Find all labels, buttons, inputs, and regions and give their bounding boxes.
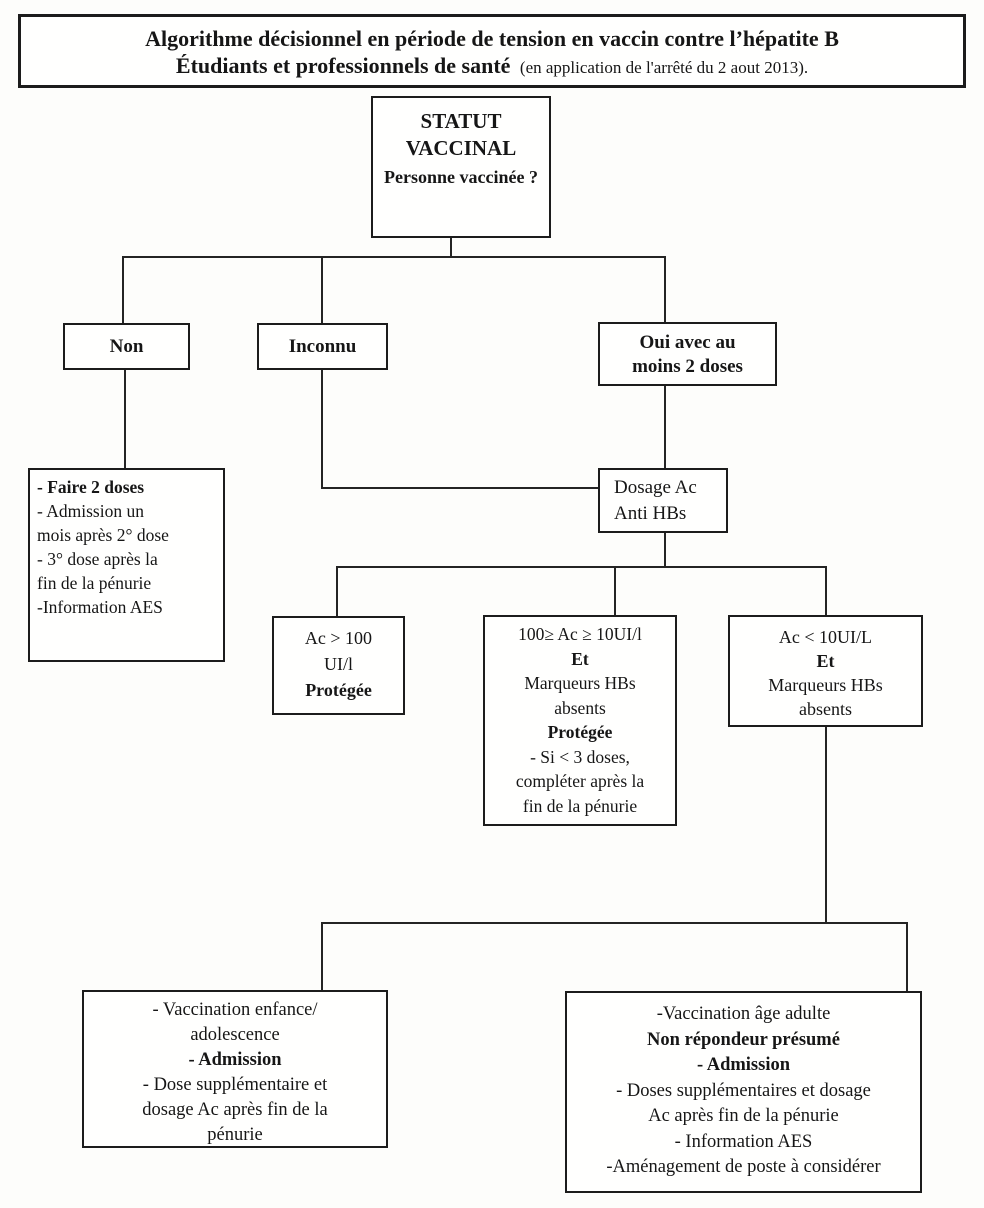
connector-level1-bar — [122, 256, 666, 258]
connector-root-stem — [450, 238, 452, 258]
connector-level3-bar — [321, 922, 908, 924]
connector-level2-bar — [336, 566, 827, 568]
acmid-line: absents — [554, 697, 606, 718]
connector-inconnu-elbow-v — [321, 370, 323, 489]
node-vaccination-enfance — [82, 990, 388, 1148]
child-line: dosage Ac après fin de la — [142, 1100, 328, 1120]
adult-line: Non répondeur présumé — [647, 1029, 840, 1050]
title-line2-bold: Étudiants et professionnels de santé — [175, 53, 511, 78]
statut-heading: STATUT VACCINAL — [405, 109, 517, 160]
connector-drop-outcome-adult — [906, 922, 908, 991]
aclow-line: absents — [799, 699, 852, 719]
connector-drop-ac-low — [825, 566, 827, 615]
node-faire-2-doses — [28, 468, 225, 662]
child-line: - Dose supplémentaire et — [142, 1075, 328, 1095]
adult-line: - Doses supplémentaires et dosage — [616, 1080, 871, 1101]
title-line2-note: (en application de l'arrêté du 2 aout 2013). — [519, 58, 809, 77]
faire-line: - Faire 2 doses — [37, 477, 145, 497]
acmid-line: Marqueurs HBs — [524, 673, 636, 693]
acmid-line: fin de la pénurie — [522, 795, 638, 816]
adult-line: Ac après fin de la pénurie — [648, 1106, 839, 1126]
dosage-line2: Anti HBs — [614, 503, 687, 524]
aclow-line: Marqueurs HBs — [768, 675, 883, 695]
node-vaccination-adulte — [565, 991, 922, 1193]
achigh-line: Ac > 100 — [304, 628, 373, 648]
adult-line: - Admission — [696, 1055, 791, 1075]
title-line2 — [21, 52, 963, 82]
adult-line: - Information AES — [674, 1131, 813, 1152]
connector-drop-outcome-child — [321, 922, 323, 990]
acmid-line: 100≥ Ac ≥ 10UI/l — [518, 624, 642, 644]
connector-drop-oui — [664, 256, 666, 322]
title-line1: Algorithme décisionnel en période de tension en vaccin contre l’hépatite B — [145, 26, 839, 51]
connector-dosage-stem — [664, 533, 666, 568]
faire-line: fin de la pénurie — [37, 573, 152, 593]
child-line: adolescence — [190, 1025, 280, 1045]
faire-line: - 3° dose après la — [37, 549, 158, 569]
connector-drop-ac-high — [336, 566, 338, 616]
connector-oui-to-dosage — [664, 386, 666, 468]
connector-drop-inconnu — [321, 256, 323, 323]
connector-drop-ac-mid — [614, 566, 616, 615]
achigh-line: UI/l — [324, 654, 353, 674]
node-ac-10-a-100 — [483, 615, 677, 826]
dosage-line1: Dosage Ac — [614, 477, 697, 498]
connector-ac-low-stem — [825, 727, 827, 924]
adult-line: -Aménagement de poste à considérer — [606, 1157, 881, 1177]
title-box — [18, 14, 966, 88]
node-dosage-ac — [598, 468, 728, 533]
achigh-line: Protégée — [305, 680, 372, 700]
child-line: - Vaccination enfance/ — [152, 1000, 318, 1020]
acmid-line: Protégée — [547, 722, 613, 742]
child-line: - Admission — [188, 1050, 282, 1070]
connector-inconnu-elbow-h — [321, 487, 598, 489]
child-line: pénurie — [207, 1125, 263, 1145]
node-ac-inf-10 — [728, 615, 923, 727]
aclow-line: Ac < 10UI/L — [778, 627, 873, 647]
acmid-line: compléter après la — [515, 771, 645, 791]
node-inconnu: Inconnu — [257, 323, 388, 370]
faire-line: -Information AES — [37, 597, 163, 617]
node-ac-sup-100 — [272, 616, 405, 715]
acmid-line: - Si < 3 doses, — [530, 746, 630, 767]
adult-line: -Vaccination âge adulte — [656, 1004, 831, 1024]
connector-drop-non — [122, 256, 124, 323]
oui-line1: Oui avec au — [639, 332, 736, 353]
oui-line2: moins 2 doses — [632, 356, 743, 377]
aclow-line: Et — [816, 651, 835, 671]
connector-non-to-faire — [124, 370, 126, 468]
faire-line: mois après 2° dose — [37, 525, 169, 545]
node-oui-2-doses — [598, 322, 777, 386]
node-statut-vaccinal — [371, 96, 551, 238]
faire-line: - Admission un — [37, 501, 144, 521]
acmid-line: Et — [571, 648, 589, 669]
statut-question: Personne vaccinée ? — [384, 167, 538, 187]
node-non: Non — [63, 323, 190, 370]
